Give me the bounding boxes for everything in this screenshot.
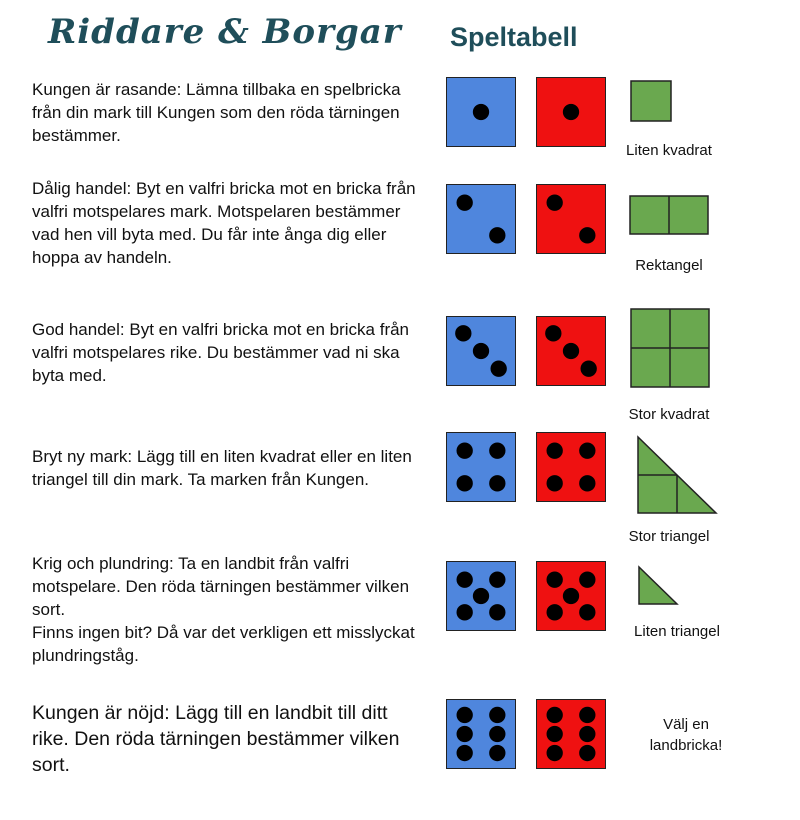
- die-pip: [457, 745, 473, 761]
- pip-group: [537, 185, 605, 253]
- label-choose-line-1: Välj en: [663, 716, 709, 733]
- die-pip: [563, 343, 579, 359]
- die-pip: [579, 726, 595, 742]
- rule-5-line-1: Krig och plundring: Ta en landbit från valfri motspelare. Den röda tärningen bestämmer vilken sort.: [32, 554, 410, 619]
- game-title: Riddare & Borgar: [48, 12, 402, 52]
- pip-group: [537, 78, 605, 146]
- die-pip: [581, 361, 597, 377]
- rule-3-text: God handel: Byt en valfri bricka mot en bricka från valfri motspelares rike. Du bestämmer vad ni ska byta med.: [32, 320, 410, 385]
- die-pip: [547, 443, 563, 459]
- die-pip: [545, 325, 561, 341]
- label-small-square: Liten kvadrat: [626, 142, 712, 159]
- red-die-1: [536, 77, 606, 147]
- die-pip: [547, 707, 563, 723]
- label-rectangle: Rektangel: [635, 257, 703, 274]
- blue-die-5: [446, 561, 516, 631]
- die-pip: [489, 227, 505, 243]
- pip-group: [537, 700, 605, 768]
- blue-die-2: [446, 184, 516, 254]
- die-pip: [489, 726, 505, 742]
- die-pip: [457, 443, 473, 459]
- pip-group: [537, 317, 605, 385]
- pip-group: [447, 185, 515, 253]
- label-small-triangle: Liten triangel: [634, 623, 720, 640]
- pip-group: [447, 562, 515, 630]
- rule-4-text: Bryt ny mark: Lägg till en liten kvadrat eller en liten triangel till din mark. Ta marken från Kungen.: [32, 447, 412, 489]
- rule-6-text: Kungen är nöjd: Lägg till en landbit till ditt rike. Den röda tärningen bestämmer vilken sort.: [32, 702, 400, 776]
- blue-die-4: [446, 432, 516, 502]
- die-pip: [489, 443, 505, 459]
- die-pip: [579, 745, 595, 761]
- die-pip: [579, 572, 595, 588]
- rule-1-text: Kungen är rasande: Lämna tillbaka en spelbricka från din mark till Kungen som den röda tärningen bestämmer.: [32, 80, 401, 145]
- rule-5-text: [32, 552, 432, 667]
- die-pip: [457, 475, 473, 491]
- die-pip: [563, 588, 579, 604]
- die-pip: [547, 572, 563, 588]
- pip-group: [447, 700, 515, 768]
- red-die-5: [536, 561, 606, 631]
- red-die-4: [536, 432, 606, 502]
- label-choose-tile: [611, 714, 761, 756]
- die-pip: [547, 195, 563, 211]
- pip-group: [537, 562, 605, 630]
- die-pip: [579, 707, 595, 723]
- die-pip: [489, 604, 505, 620]
- die-pip: [473, 588, 489, 604]
- die-pip: [489, 745, 505, 761]
- blue-die-6: [446, 699, 516, 769]
- die-pip: [579, 604, 595, 620]
- die-pip: [579, 475, 595, 491]
- red-die-3: [536, 316, 606, 386]
- die-pip: [457, 604, 473, 620]
- die-pip: [489, 475, 505, 491]
- pip-group: [537, 433, 605, 501]
- rectangle-tile: [629, 195, 711, 237]
- die-pip: [457, 726, 473, 742]
- blue-die-3: [446, 316, 516, 386]
- die-pip: [457, 707, 473, 723]
- blue-die-1: [446, 77, 516, 147]
- small-triangle-tile: [637, 565, 681, 607]
- label-choose-line-2: landbricka!: [649, 737, 723, 754]
- die-pip: [489, 707, 505, 723]
- die-pip: [579, 227, 595, 243]
- die-pip: [563, 104, 579, 120]
- die-pip: [547, 726, 563, 742]
- pip-group: [447, 78, 515, 146]
- red-die-6: [536, 699, 606, 769]
- pip-group: [447, 317, 515, 385]
- pip-group: [447, 433, 515, 501]
- label-large-square: Stor kvadrat: [628, 406, 710, 423]
- small-square-tile: [630, 80, 674, 124]
- rule-2-text: Dålig handel: Byt en valfri bricka mot en bricka från valfri motspelares mark. Motspelaren bestämmer vad hen vill byta med. Du får inte ånga dig eller hoppa av handeln.: [32, 179, 416, 267]
- die-pip: [547, 745, 563, 761]
- die-pip: [457, 195, 473, 211]
- die-pip: [457, 572, 473, 588]
- die-pip: [547, 475, 563, 491]
- die-pip: [473, 343, 489, 359]
- die-pip: [579, 443, 595, 459]
- die-pip: [489, 572, 505, 588]
- die-pip: [455, 325, 471, 341]
- die-pip: [547, 604, 563, 620]
- die-pip: [473, 104, 489, 120]
- label-large-triangle: Stor triangel: [628, 528, 710, 545]
- large-square-tile: [630, 308, 712, 390]
- table-title: Speltabell: [450, 22, 578, 52]
- rule-5-line-2: Finns ingen bit? Då var det verkligen ett misslyckat plundringståg.: [32, 623, 415, 665]
- red-die-2: [536, 184, 606, 254]
- large-triangle-tile: [636, 435, 720, 515]
- die-pip: [491, 361, 507, 377]
